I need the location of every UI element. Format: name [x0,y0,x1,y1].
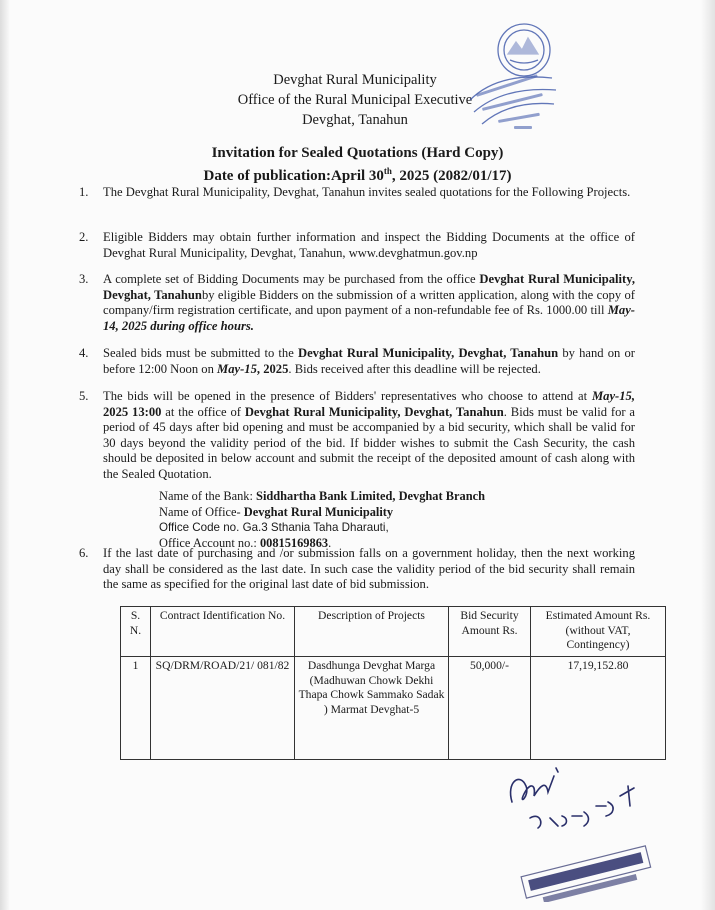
table-cell: SQ/DRM/ROAD/21/ 081/82 [151,657,295,760]
item-text: at the office of [161,404,245,419]
column-header: Description of Projects [295,607,449,657]
item-text: The Devghat Rural Municipality, Devghat, Tanahun invites sealed quotations for the Following Projects. [103,185,631,199]
item-text: by eligible Bidders on the submission of a written application, along with the copy of company/firm registration certificate, and upon payment of a non-refundable fee of Rs. 1000.00 till [103,287,635,318]
letterhead [230,70,480,130]
official-seal-stamp [468,20,560,132]
item-text: . Bids received after this deadline will be rejected. [288,361,541,376]
table-row [121,657,666,760]
column-header: S. N. [121,607,151,657]
column-header: Estimated Amount Rs. (without VAT, Contingency) [531,607,666,657]
list-item [79,272,636,334]
list-item [79,346,635,377]
table-cell: 17,19,152.80 [531,657,666,760]
list-item [79,185,635,201]
item-number: 2. [79,230,89,244]
item-text: The bids will be opened in the presence of Bidders' representatives who choose to attend at [103,389,592,403]
item-deadline: May-14, 2025 during office hours. [103,303,635,333]
column-header: Bid Security Amount Rs. [449,607,531,657]
list-item [79,230,635,261]
projects-table [120,606,666,760]
list-item [79,546,635,593]
item-emphasis: 2025 13:00 [103,404,162,419]
bank-details [159,489,485,551]
item-text: Sealed bids must be submitted to the [103,346,298,360]
account-end: . [328,535,332,550]
bank-name: Siddhartha Bank Limited, Devghat Branch [256,489,485,503]
municipality-name: Devghat Rural Municipality [273,72,437,88]
item-emphasis: , 2025 [256,361,289,376]
publication-date-rest: , 2025 (2082/01/17) [391,168,512,184]
publication-date-text: Date of publication:April 30 [203,168,384,184]
item-text: A complete set of Bidding Documents may be purchased from the office [103,272,480,286]
publication-date-suffix: th [383,166,392,176]
item-number: 6. [79,546,89,560]
table-cell: 50,000/- [449,657,531,760]
office-name-value: Devghat Rural Municipality [243,504,394,519]
item-text: Eligible Bidders may obtain further information and inspect the Bidding Documents at the office of Devghat Rural Municipality, Devghat, Tanahun, www.devghatmun.gov.np [103,230,635,260]
office-label: Name of Office- [159,504,244,519]
page-edge-right [701,0,715,910]
table-cell: 1 [121,657,151,760]
item-emphasis: Devghat Rural Municipality, Devghat, Tanahun [244,404,504,419]
office-code: Office Code no. Ga.3 Sthania Taha Dharauti, [159,521,389,534]
office-name: Office of the Rural Municipal Executive [237,92,473,108]
item-text: If the last date of purchasing and /or submission falls on a government holiday, then the next working day shall be considered as the last date. In such case the validity period of the bid security shall remain the same as specified for the original last date of bid submission. [103,546,635,592]
item-number: 4. [79,346,89,360]
list-item [79,389,636,483]
publication-date [0,166,715,185]
item-deadline: May-15, [591,389,635,403]
item-text: by hand on or before 12:00 Noon on [103,346,635,376]
item-text: . Bids must be valid for a period of 45 days after bid opening and must be accompanied by a bid security, which shall be valid for 30 days beyond the validity period of the bid. If bidder wishes to submit the Cash Security, the cash should be deposited in below account and submit the receipt of the deposited amount of cash along with the Sealed Quotation. [103,404,636,481]
bank-label: Name of the Bank: [159,489,257,503]
office-location: Devghat, Tanahun [302,112,408,128]
item-emphasis: Devghat Rural Municipality, Devghat, Tanahun [297,346,559,360]
notice-title: Invitation for Sealed Quotations (Hard Copy) [211,145,504,161]
column-header: Contract Identification No. [151,607,295,657]
item-number: 5. [79,389,89,403]
table-cell: Dasdhunga Devghat Marga (Madhuwan Chowk Dekhi Thapa Chowk Sammako Sadak ) Marmat Devghat-5 [295,657,449,760]
page-edge-left [0,0,10,910]
account-number: 00815169863 [259,535,329,550]
item-number: 1. [79,185,89,199]
signature-and-stamp [500,762,660,902]
table-header-row [121,607,666,657]
account-label: Office Account no.: [159,535,260,550]
item-emphasis: Devghat Rural Municipality, Devghat, Tanahun [103,272,636,302]
item-number: 3. [79,272,89,286]
item-deadline: May-15 [217,361,257,376]
